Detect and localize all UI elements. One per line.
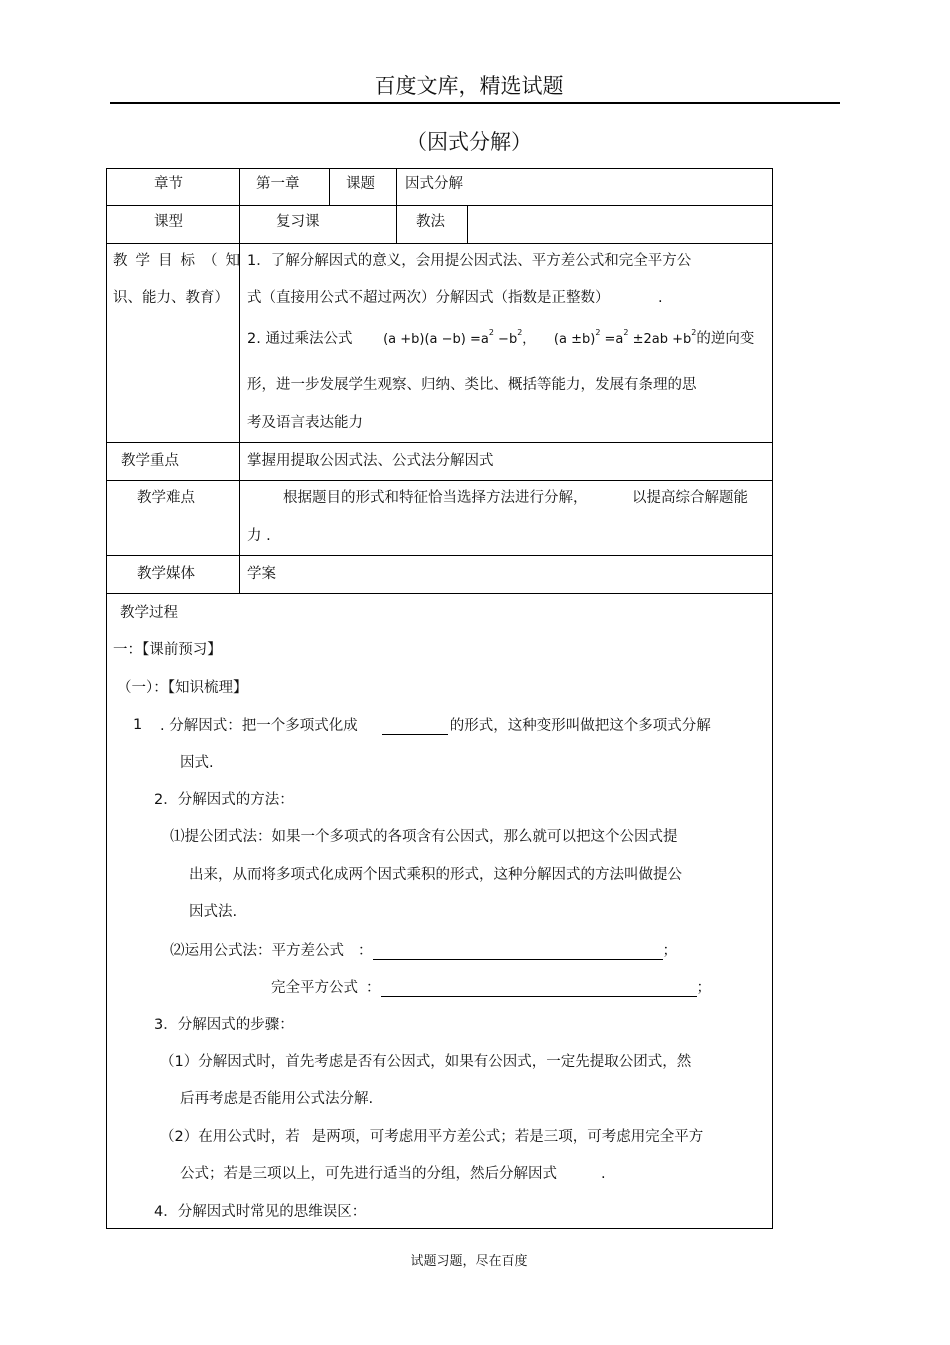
item-3-2-text-a: （2）在用公式时，若: [160, 1129, 300, 1145]
method-label: 教法: [416, 214, 445, 230]
colon: ：: [366, 980, 381, 996]
chapter-value: 第一章: [256, 176, 300, 192]
item-2-1-line-a: ⑴提公团式法：如果一个多项式的各项含有公因式，那么就可以把这个公因式提: [170, 829, 678, 845]
fill-blank: [382, 717, 448, 735]
difficulty-text-b: 以提高综合解题能: [632, 490, 748, 506]
item-1-number: 1: [133, 717, 143, 733]
row-divider: [106, 555, 772, 556]
section-preview: 一：【课前预习】: [113, 642, 222, 658]
header-divider: [110, 102, 840, 104]
item-2-2-line-b: [271, 979, 711, 997]
item-2-2-text: ⑵运用公式法：平方差公式: [170, 943, 344, 959]
item-1-text-b: 的形式，这种变形叫做把这个多项式分解: [449, 718, 711, 734]
item-1-text-a: . 分解因式：把一个多项式化成: [160, 718, 358, 734]
item-2-2-line-a: [170, 942, 677, 960]
document-title: （因式分解）: [406, 130, 532, 154]
exp: 2: [595, 328, 601, 337]
process-title: 教学过程: [120, 605, 178, 621]
perfect-square-text: 完全平方公式: [271, 980, 358, 996]
formula2-part: (a ±b): [553, 332, 596, 347]
item-3-2-text-b: 公式；若是三项以上，可先进行适当的分组，然后分解因式: [180, 1166, 557, 1182]
media-text: 学案: [247, 566, 276, 582]
formula1-end: ，: [522, 332, 536, 347]
chapter-label: 章节: [154, 176, 183, 192]
item-3-2-text-b-end: .: [601, 1166, 606, 1182]
goals-line-5: 考及语言表达能力: [247, 415, 363, 431]
formula2-mid2: ±2ab +b: [628, 332, 692, 347]
item-3-1-line-a: （1）分解因式时，首先考虑是否有公因式，如果有公因式，一定先提取公团式，然: [160, 1054, 692, 1070]
row-divider: [106, 442, 772, 443]
row-divider: [106, 593, 772, 594]
exp: 2: [488, 328, 494, 337]
difference-of-squares-blank: [373, 942, 663, 960]
formula-perfect-square: [553, 328, 697, 347]
goals-line-3-prefix: 2. 通过乘法公式: [247, 331, 353, 347]
goals-line-3: [247, 328, 755, 348]
subsection-knowledge: （一）：【知识梳理】: [117, 680, 248, 696]
focus-text: 掌握用提取公因式法、公式法分解因式: [247, 453, 494, 469]
semicolon: ；: [662, 943, 677, 959]
item-1-line-a: [160, 717, 711, 735]
difficulty-label: 教学难点: [137, 490, 195, 506]
row-divider: [106, 480, 772, 481]
topic-label: 课题: [346, 176, 375, 192]
goals-line-2: 式（直接用公式不超过两次）分解因式（指数是正整数）: [247, 290, 610, 306]
colon: ：: [358, 943, 373, 959]
col-divider: [329, 168, 330, 206]
item-4-heading: 4．分解因式时常见的思维误区：: [154, 1204, 367, 1220]
exp: 2: [623, 328, 629, 337]
item-3-heading: 3．分解因式的步骤：: [154, 1017, 294, 1033]
item-2-heading: 2．分解因式的方法：: [154, 792, 294, 808]
col-divider: [239, 168, 240, 594]
page-footer: 试题习题，尽在百度: [410, 1254, 528, 1269]
formula-difference-of-squares: [383, 328, 536, 347]
exp: 2: [691, 328, 697, 337]
item-2-1-line-b: 出来，从而将多项式化成两个因式乘积的形式，这种分解因式的方法叫做提公: [189, 867, 682, 883]
formula1-part: (a +b)(a −b) =a: [383, 332, 489, 347]
formula1-mid: −b: [493, 332, 518, 347]
row-divider: [106, 243, 772, 244]
topic-value: 因式分解: [405, 176, 463, 192]
item-3-2-text-a2: 是两项，可考虑用平方差公式；若是三项，可考虑用完全平方: [311, 1129, 704, 1145]
lesson-type-value: 复习课: [276, 214, 320, 230]
col-divider: [396, 168, 397, 244]
focus-label: 教学重点: [121, 453, 179, 469]
semicolon: ；: [696, 980, 711, 996]
goals-line-3-suffix: 的逆向变: [696, 331, 755, 347]
item-2-1-line-c: 因式法.: [189, 904, 238, 920]
goals-line-4: 形，进一步发展学生观察、归纳、类比、概括等能力，发展有条理的思: [247, 377, 697, 393]
lesson-type-label: 课型: [154, 214, 183, 230]
page-header-title: 百度文库，精选试题: [374, 74, 564, 98]
item-3-2-line-b: [180, 1166, 606, 1183]
col-divider: [467, 205, 468, 244]
goals-label-line2: 识、能力、教育）: [113, 290, 229, 306]
difficulty-text-a: 根据题目的形式和特征恰当选择方法进行分解，: [283, 490, 588, 506]
goals-line-1: 1．了解分解因式的意义，会用提公因式法、平方差公式和完全平方公: [247, 253, 692, 269]
goals-label-line1: 教学目标（知: [113, 253, 248, 269]
item-3-2-line-a: [160, 1129, 703, 1146]
goals-line-2-end: .: [658, 290, 663, 306]
perfect-square-blank: [381, 979, 697, 997]
exp: 2: [517, 328, 523, 337]
row-divider: [106, 205, 772, 206]
formula2-mid: =a: [600, 332, 624, 347]
difficulty-text-c: 力 .: [247, 528, 271, 544]
item-3-1-line-b: 后再考虑是否能用公式法分解.: [180, 1091, 374, 1107]
media-label: 教学媒体: [137, 566, 195, 582]
item-1-line-c: 因式.: [180, 755, 214, 771]
